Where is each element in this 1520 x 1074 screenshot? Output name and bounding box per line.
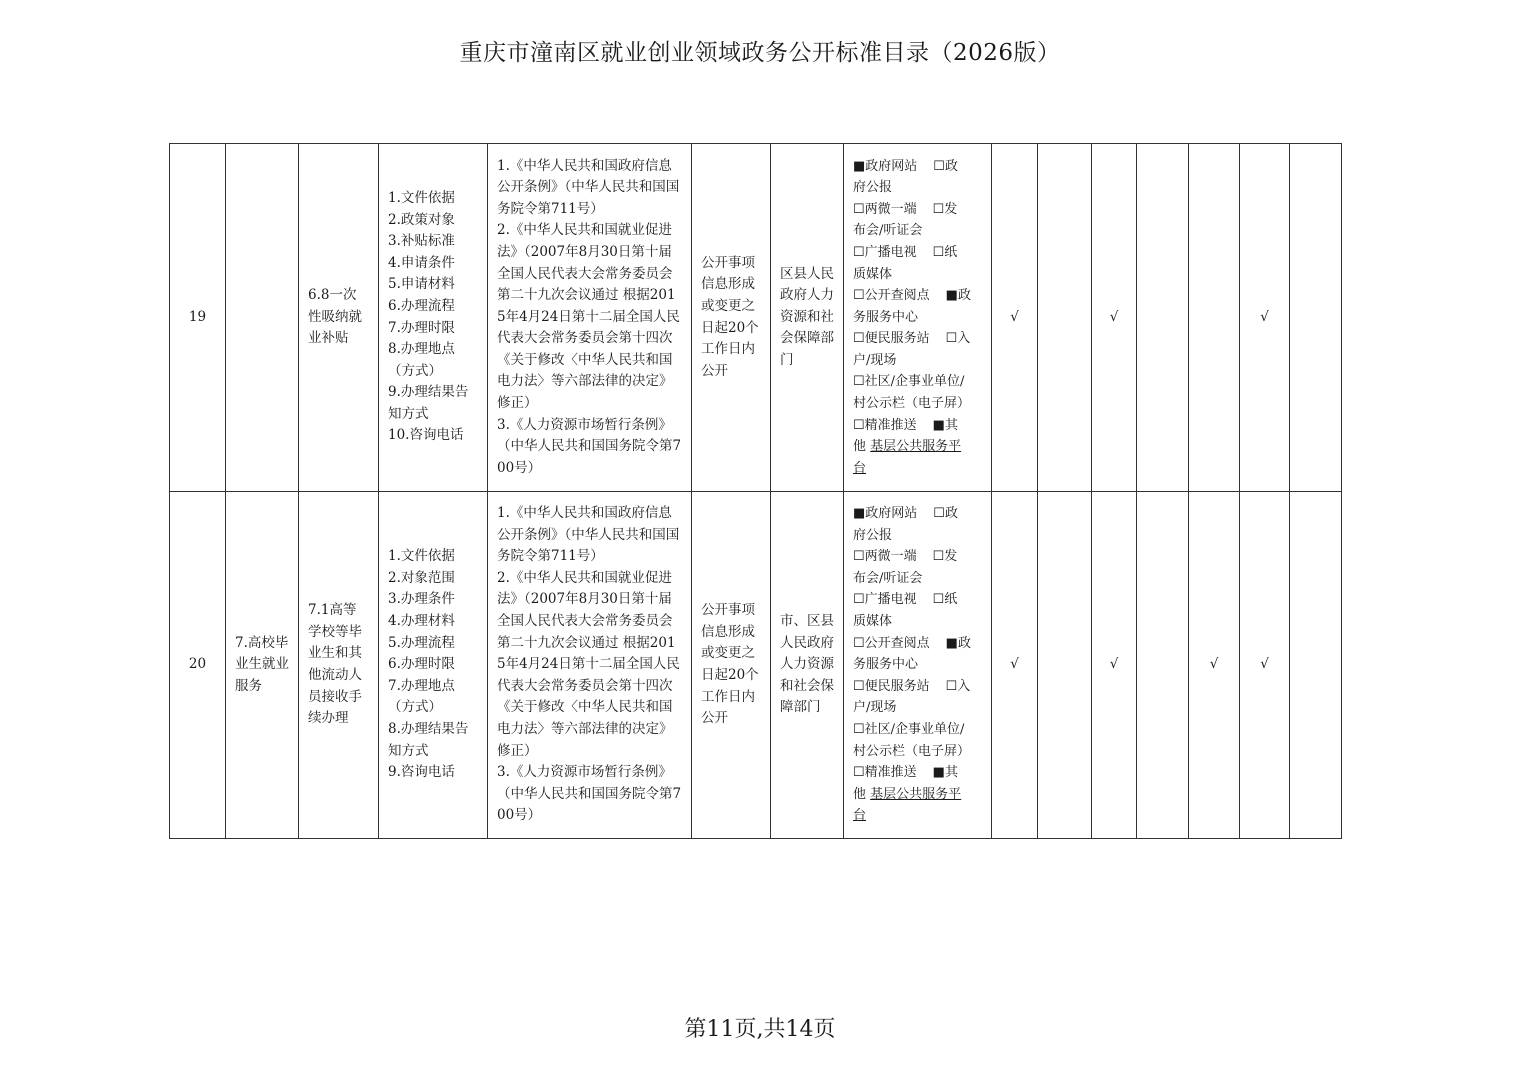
check-mark: √ [1092,144,1137,492]
channel-option: ☐入 [945,678,971,694]
content-item: 5.办理流程 [388,634,455,651]
channel-line [853,525,982,547]
channel-option: ☐发 [932,201,958,217]
channel-option: ■政 [945,288,971,304]
item-cell: 7.1高等学校等毕业生和其他流动人员接收手续办理 [299,492,379,839]
channel-line [853,762,982,784]
channel-line [853,611,982,633]
content-item: 9.办理结果告知方式 [388,384,469,422]
basis-cell [488,492,692,839]
channel-option: ☐便民服务站 [853,331,930,347]
channel-option: ☐两微一端 [853,549,917,565]
channel-other-value: 台 [853,460,867,476]
channel-line [853,328,982,350]
channel-option: ☐发 [932,549,958,565]
channel-line [853,371,982,393]
channel-other-label: 他 [853,439,867,455]
channel-line [853,697,982,719]
channel-option: 布会/听证会 [853,223,923,239]
category-cell: 7.高校毕业生就业服务 [226,492,299,839]
timing-cell: 公开事项信息形成或变更之日起20个工作日内公开 [692,144,771,492]
channel-option: ☐精准推送 [853,765,917,781]
table-row [170,492,1342,839]
content-item: 2.对象范围 [388,569,455,586]
channel-other-value: 台 [853,808,867,824]
channel-line [853,415,982,437]
content-item: 3.补贴标准 [388,233,455,250]
check-mark [1290,144,1342,492]
channel-option: ☐广播电视 [853,592,917,608]
channel-option: 村公示栏（电子屏） [853,743,971,759]
content-item: 8.办理地点（方式） [388,341,455,379]
channel-option: 布会/听证会 [853,570,923,586]
channel-option: 户/现场 [853,700,897,716]
channel-line [853,633,982,655]
timing-cell: 公开事项信息形成或变更之日起20个工作日内公开 [692,492,771,839]
channel-line [853,546,982,568]
basis-item: 2.《中华人民共和国就业促进法》（2007年8月30日第十届全国人民代表大会常务委员会第二十九次会议通过 根据2015年4月24日第十二届全国人民代表大会常务委员会第十四次《关于修改〈中华人民共和国电力法〉等六部法律的决定》修正） [497,222,680,412]
channel-option: ☐入 [945,331,971,347]
check-mark [1038,144,1092,492]
channel-line [853,805,982,827]
item-cell: 6.8一次性吸纳就业补贴 [299,144,379,492]
content-item: 5.申请材料 [388,276,455,293]
channel-line [853,199,982,221]
channel-option: 质媒体 [853,266,893,282]
subject-cell: 区县人民政府人力资源和社会保障部门 [771,144,844,492]
channel-line [853,654,982,676]
content-item: 7.办理地点（方式） [388,677,455,716]
channel-option: ☐纸 [932,244,958,260]
channel-line [853,741,982,763]
channel-option: ■其 [932,765,958,781]
channel-option: ■其 [932,417,958,433]
content-item: 8.办理结果告知方式 [388,720,469,759]
basis-item: 1.《中华人民共和国政府信息公开条例》（中华人民共和国国务院令第711号） [497,157,680,217]
content-item: 2.政策对象 [388,211,455,228]
check-mark: √ [1189,492,1240,839]
channel-option: 村公示栏（电子屏） [853,396,971,412]
category-cell [226,144,299,492]
check-mark [1137,492,1189,839]
channel-other-value: 基层公共服务平 [870,439,962,455]
contents-cell [379,492,488,839]
channel-option: ☐两微一端 [853,201,917,217]
channel-line [853,156,982,178]
channel-option: ☐精准推送 [853,417,917,433]
channel-line [853,458,982,480]
content-item: 4.办理材料 [388,613,455,630]
channel-option: ☐便民服务站 [853,678,930,694]
basis-item: 1.《中华人民共和国政府信息公开条例》（中华人民共和国国务院令第711号） [497,505,680,565]
channel-option: 务服务中心 [853,309,919,325]
channel-option: 府公报 [853,180,893,196]
row-number: 20 [170,492,226,839]
channel-line [853,568,982,590]
channel-line [853,676,982,698]
content-item: 7.办理时限 [388,319,455,336]
channel-option: ☐广播电视 [853,244,917,260]
channel-option: ☐公开查阅点 [853,635,930,651]
channel-other-value: 基层公共服务平 [870,786,962,802]
content-item: 4.申请条件 [388,254,455,271]
document-title: 重庆市潼南区就业创业领域政务公开标准目录（2026版） [459,40,1061,66]
content-item: 1.文件依据 [388,189,455,206]
channel-line [853,307,982,329]
channel-line [853,242,982,264]
channel-line [853,784,982,806]
content-item: 6.办理时限 [388,656,455,673]
content-item: 6.办理流程 [388,297,455,314]
page-number: 第11页,共14页 [684,1017,836,1042]
channel-line [853,503,982,525]
row-number: 19 [170,144,226,492]
check-mark: √ [1240,144,1290,492]
check-mark [1189,144,1240,492]
channel-option: ■政府网站 [853,506,918,522]
channel-option: ☐政 [933,506,958,522]
basis-cell [488,144,692,492]
channel-line [853,177,982,199]
catalog-table [169,143,1342,839]
basis-item: 2.《中华人民共和国就业促进法》（2007年8月30日第十届全国人民代表大会常务委员会第二十九次会议通过 根据2015年4月24日第十二届全国人民代表大会常务委员会第十四次《关于修改〈中华人民共和国电力法〉等六部法律的决定》修正） [497,569,680,759]
check-mark: √ [992,144,1038,492]
channel-option: ☐社区/企事业单位/ [853,721,965,737]
content-item: 9.咨询电话 [388,764,455,781]
content-item: 3.办理条件 [388,591,455,608]
channels-cell [844,144,992,492]
channel-option: 府公报 [853,527,893,543]
content-item: 1.文件依据 [388,548,455,565]
check-mark: √ [1092,492,1137,839]
channel-option: 户/现场 [853,352,897,368]
channel-option: 务服务中心 [853,657,919,673]
channel-option: ☐纸 [932,592,958,608]
channel-line [853,350,982,372]
content-item: 10.咨询电话 [388,427,464,444]
channel-option: ☐社区/企事业单位/ [853,374,965,390]
check-mark [1290,492,1342,839]
channel-line [853,285,982,307]
channel-option: ☐公开查阅点 [853,288,930,304]
channel-option: 质媒体 [853,614,893,630]
channels-cell [844,492,992,839]
channel-line [853,393,982,415]
channel-option: ■政府网站 [853,158,918,174]
channel-line [853,220,982,242]
check-mark: √ [1240,492,1290,839]
channel-line [853,436,982,458]
channel-line [853,589,982,611]
channel-line [853,264,982,286]
channel-option: ☐政 [933,158,958,174]
basis-item: 3.《人力资源市场暂行条例》（中华人民共和国国务院令第700号） [497,764,682,824]
check-mark: √ [992,492,1038,839]
channel-line [853,719,982,741]
basis-item: 3.《人力资源市场暂行条例》（中华人民共和国国务院令第700号） [497,416,682,476]
check-mark [1038,492,1092,839]
channel-option: ■政 [945,635,971,651]
check-mark [1137,144,1189,492]
table-row [170,144,1342,492]
subject-cell: 市、区县人民政府人力资源和社会保障部门 [771,492,844,839]
channel-other-label: 他 [853,786,867,802]
contents-cell [379,144,488,492]
